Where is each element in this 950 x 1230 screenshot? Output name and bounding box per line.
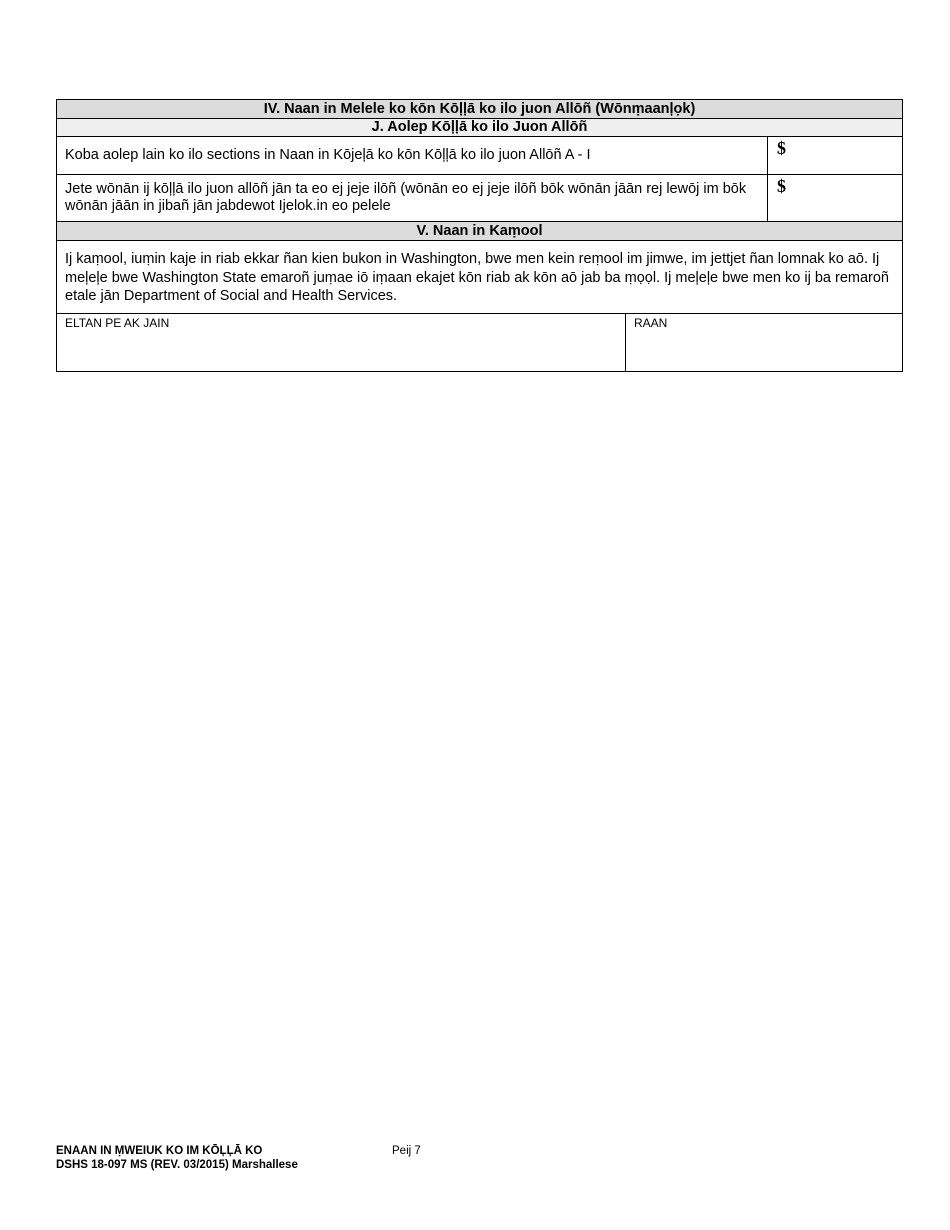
section-iv-title: IV. Naan in Melele ko kōn Kōļļā ko ilo juon Allōñ (Wōnṃaanļọk): [263, 101, 696, 117]
signature-field[interactable]: [57, 314, 625, 371]
certification-statement: Ij kaṃool, iuṃin kaje in riab ekkar ñan kien bukon in Washington, bwe men kein reṃool im jimwe, im jettjet ñan lomnak ko aō. Ij meļeļe bwe Washington State emaroñ juṃae iō iṃaan ekajet kōn riab ak kōn aō jab ba ṃọọl. Ij meļeļe bwe men ko ij ba remaroñ etale jān Department of Social and Health Services.: [57, 241, 902, 314]
section-v-title: V. Naan in Kaṃool: [416, 223, 543, 239]
date-label: RAAN: [634, 316, 668, 330]
total-monthly-income-row: [57, 137, 902, 175]
section-j-header: [57, 119, 902, 137]
section-j-title: J. Aolep Kōļļā ko ilo Juon Allōñ: [371, 119, 588, 135]
income-form-table: [56, 99, 903, 372]
total-monthly-income-field[interactable]: [767, 137, 902, 174]
section-v-header: [57, 222, 902, 241]
household-income-row: [57, 175, 902, 222]
form-footer: [56, 1144, 298, 1172]
dollar-sign: $: [777, 138, 786, 158]
date-field[interactable]: [625, 314, 902, 371]
form-number: DSHS 18-097 MS (REV. 03/2015) Marshallese: [56, 1159, 298, 1171]
signature-label: ELTAN PE AK JAIN: [65, 316, 170, 330]
page-number: Peij 7: [392, 1145, 421, 1157]
household-income-label: Jete wōnān ij kōļļā ilo juon allōñ jān ta eo ej jeje ilōñ (wōnān eo ej jeje ilōñ bōk wōnān jāān rej lewōj im bōk wōnān jāān in jibañ jān jabdewot Ijelok.in eo pelele: [65, 181, 747, 214]
dollar-sign: $: [777, 176, 786, 196]
total-monthly-income-label: Koba aolep lain ko ilo sections in Naan in Kōjeļā ko kōn Kōļļā ko ilo juon Allōñ A - I: [65, 147, 591, 163]
form-name: ENAAN IN ṂWEIUK KO IM KŌĻĻĀ KO: [56, 1145, 263, 1157]
section-iv-header: [57, 100, 902, 119]
household-income-field[interactable]: [767, 175, 902, 221]
signature-row: [57, 314, 902, 371]
